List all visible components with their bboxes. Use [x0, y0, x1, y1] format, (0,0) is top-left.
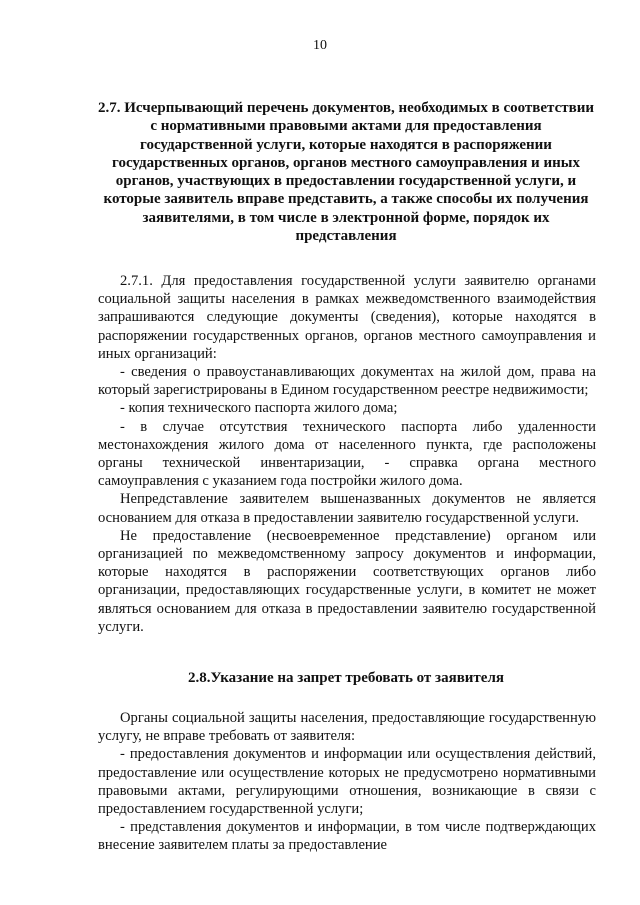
paragraph-2-7-1: 2.7.1. Для предоставления государственной услуги заявителю органами социальной защиты населения в рамках межведомственного взаимодействия запрашиваются следующие документы (сведения), которые находятся в распоряжении государственных органов, органов местного самоуправления и иных организаций:: [98, 273, 596, 362]
section-2-8-body: [98, 709, 596, 855]
section-2-7-heading: 2.7. Исчерпывающий перечень документов, необходимых в соответствии с нормативными правовыми актами для предоставления государственной услуги, которые находятся в распоряжении государственных органов, органов местного самоуправления и иных органов, участвующих в предоставлении государственной услуги, и которые заявитель вправе представить, а также способы их получения заявителями, в том числе в электронной форме, порядок их представления: [98, 100, 594, 245]
list-item-technical-passport: - копия технического паспорта жилого дома;: [120, 400, 398, 417]
paragraph-prohibition-intro: Органы социальной защиты населения, предоставляющие государственную услугу, не вправе требовать от заявителя:: [98, 710, 596, 745]
list-item-local-certificate: - в случае отсутствия технического паспорта либо удаленности местонахождения жилого дома от населенного пункта, где расположены органы технической инвентаризации, - справка органа местного самоуправления с указанием года постройки жилого дома.: [98, 418, 596, 490]
page-number: 10: [313, 38, 327, 53]
list-item-ownership-documents: - сведения о правоустанавливающих документах на жилой дом, права на который зарегистрированы в Едином государственном реестре недвижимости;: [98, 364, 596, 399]
paragraph-non-submission: Непредставление заявителем вышеназванных документов не является основанием для отказа в предоставлении заявителю государственной услуги.: [98, 491, 596, 526]
list-item-payment-documents: - представления документов и информации, в том числе подтверждающих внесение заявителем платы за предоставление: [98, 819, 596, 854]
section-2-7-body: [98, 272, 596, 636]
paragraph-interagency-request: Не предоставление (несвоевременное представление) органом или организацией по межведомственному запросу документов и информации, которые находятся в распоряжении соответствующих органов либо организации, предоставляющих государственные услуги, в комитет не может являться основанием для отказа в предоставлении заявителю государственной услуги.: [98, 527, 596, 635]
list-item-extra-documents: - предоставления документов и информации или осуществления действий, предоставление или осуществление которых не предусмотрено нормативными правовыми актами, регулирующими отношения, возникающие в связи с предоставлением государственной услуги;: [98, 746, 596, 818]
section-2-8-heading: 2.8.Указание на запрет требовать от заявителя: [187, 670, 504, 686]
